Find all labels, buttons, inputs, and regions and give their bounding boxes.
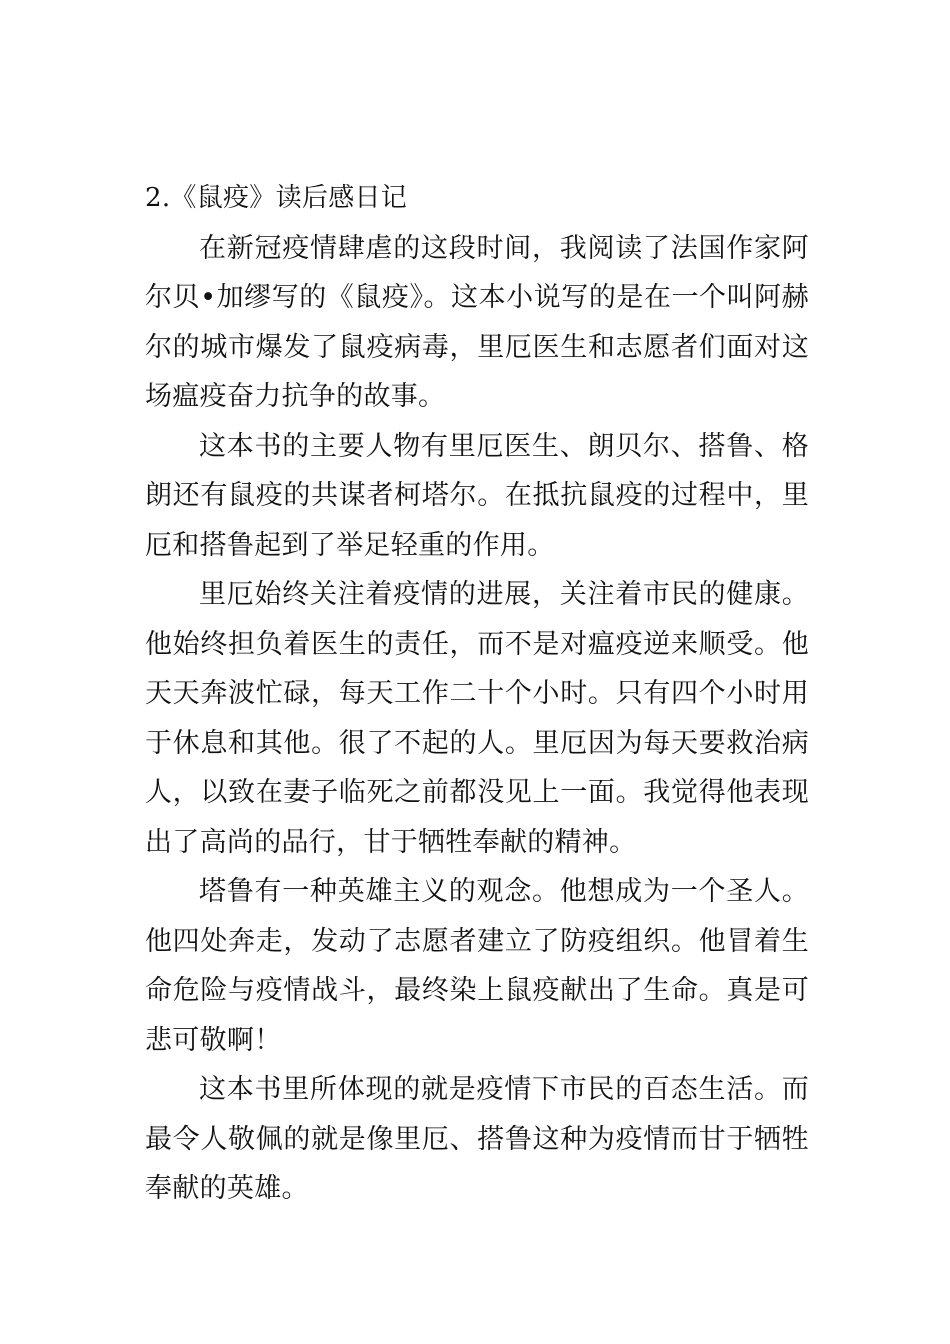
- document-title: 2.《鼠疫》读后感日记: [145, 183, 408, 213]
- paragraph-tarrou: 塔鲁有一种英雄主义的观念。他想成为一个圣人。他四处奔走，发动了志愿者建立了防疫组织。他冒着生命危险与疫情战斗，最终染上鼠疫献出了生命。真是可悲可敬啊！: [145, 876, 809, 1056]
- document-body: [145, 174, 809, 1214]
- paragraph-intro: 在新冠疫情肆虐的这段时间，我阅读了法国作家阿尔贝•加缪写的《鼠疫》。这本小说写的是在一个叫阿赫尔的城市爆发了鼠疫病毒，里厄医生和志愿者们面对这场瘟疫奋力抗争的故事。: [145, 232, 809, 412]
- paragraph-rieux: 里厄始终关注着疫情的进展，关注着市民的健康。他始终担负着医生的责任，而不是对瘟疫逆来顺受。他天天奔波忙碌，每天工作二十个小时。只有四个小时用于休息和其他。很了不起的人。里厄因为每天要救治病人，以致在妻子临死之前都没见上一面。我觉得他表现出了高尚的品行，甘于牺牲奉献的精神。: [145, 579, 809, 858]
- paragraph-characters: 这本书的主要人物有里厄医生、朗贝尔、搭鲁、格朗还有鼠疫的共谋者柯塔尔。在抵抗鼠疫的过程中，里厄和搭鲁起到了举足轻重的作用。: [145, 430, 809, 561]
- paragraph-conclusion: 这本书里所体现的就是疫情下市民的百态生活。而最令人敬佩的就是像里厄、搭鲁这种为疫情而甘于牺牲奉献的英雄。: [145, 1074, 809, 1204]
